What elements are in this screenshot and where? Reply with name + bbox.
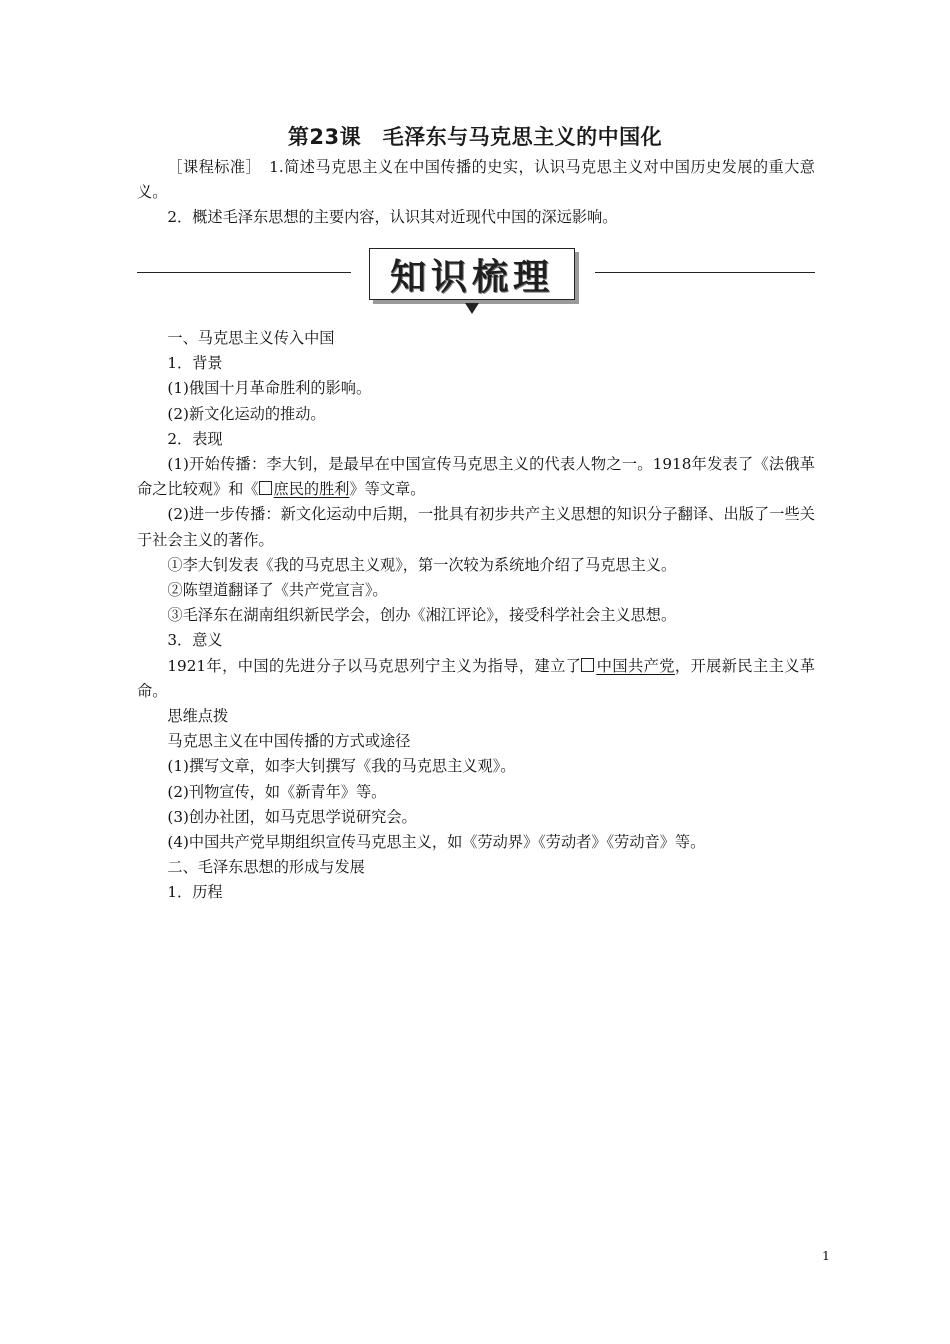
triangle-down-icon: [465, 303, 479, 314]
underlined-answer-1-text: 庶民的胜利: [273, 480, 350, 499]
background-item-2: (2)新文化运动的推动。: [167, 404, 326, 423]
underlined-answer-2-text: 中国共产党: [596, 656, 675, 675]
section2-subheading: 1．历程: [167, 883, 223, 902]
performance-heading: 2．表现: [167, 429, 223, 448]
standards-line-1: ［课程标准］ 1.简述马克思主义在中国传播的史实，认识马克思主义对中国历史发展的重大意义。: [137, 158, 815, 202]
significance-text: [137, 654, 815, 704]
tips-heading: 思维点拨: [167, 707, 229, 726]
main-content: [137, 326, 815, 906]
underlined-answer-2: [581, 657, 675, 675]
blank-box-icon: [259, 481, 272, 495]
significance-after: ，开展新民主主义革命。: [137, 656, 816, 700]
section1-heading: 一、马克思主义传入中国: [167, 329, 335, 347]
section2-heading: 二、毛泽东思想的形成与发展: [167, 858, 365, 877]
page-title: 第23课 毛泽东与马克思主义的中国化: [287, 125, 663, 149]
tips-item-3: (3)创办社团，如马克思学说研究会。: [167, 807, 417, 826]
banner-left-rule: [137, 272, 351, 273]
performance-item-2: (2)进一步传播：新文化运动中后期，一批具有初步共产主义思想的知识分子翻译、出版了一些关于社会主义的著作。: [137, 505, 815, 549]
performance-item-1: [137, 452, 815, 502]
performance-item-1-before: (1)开始传播：李大钊，是最早在中国宣传马克思主义的代表人物之一。1918年发表了《法俄革命之比较观》和《: [137, 455, 815, 499]
knowledge-banner: [137, 247, 815, 317]
tips-item-1: (1)撰写文章，如李大钊撰写《我的马克思主义观》。: [167, 757, 516, 776]
significance-heading: 3．意义: [167, 631, 223, 650]
sub-item-3: ③毛泽东在湖南组织新民学会，创办《湘江评论》，接受科学社会主义思想。: [167, 606, 677, 625]
page-number: 1: [822, 1248, 830, 1263]
tips-item-4: (4)中国共产党早期组织宣传马克思主义，如《劳动界》《劳动者》《劳动音》等。: [167, 833, 706, 852]
background-item-1: (1)俄国十月革命胜利的影响。: [167, 379, 372, 398]
tips-subheading: 马克思主义在中国传播的方式或途径: [167, 732, 411, 751]
background-heading: 1．背景: [167, 354, 223, 373]
blank-box-icon: [581, 658, 594, 672]
tips-item-2: (2)刊物宣传，如《新青年》等。: [167, 782, 387, 801]
performance-item-1-after: 》等文章。: [349, 480, 426, 499]
standards-line-2: 2．概述毛泽东思想的主要内容，认识其对近现代中国的深远影响。: [167, 208, 618, 227]
significance-before: 1921年，中国的先进分子以马克思列宁主义为指导，建立了: [167, 656, 582, 675]
banner-title: 知识梳理: [389, 255, 554, 298]
sub-item-1: ①李大钊发表《我的马克思主义观》，第一次较为系统地介绍了马克思主义。: [167, 555, 677, 574]
banner-right-rule: [595, 272, 815, 273]
banner-box: [369, 248, 575, 300]
course-standards: [137, 155, 815, 231]
sub-item-2: ②陈望道翻译了《共产党宣言》。: [167, 581, 388, 600]
underlined-answer-1: [259, 480, 350, 498]
